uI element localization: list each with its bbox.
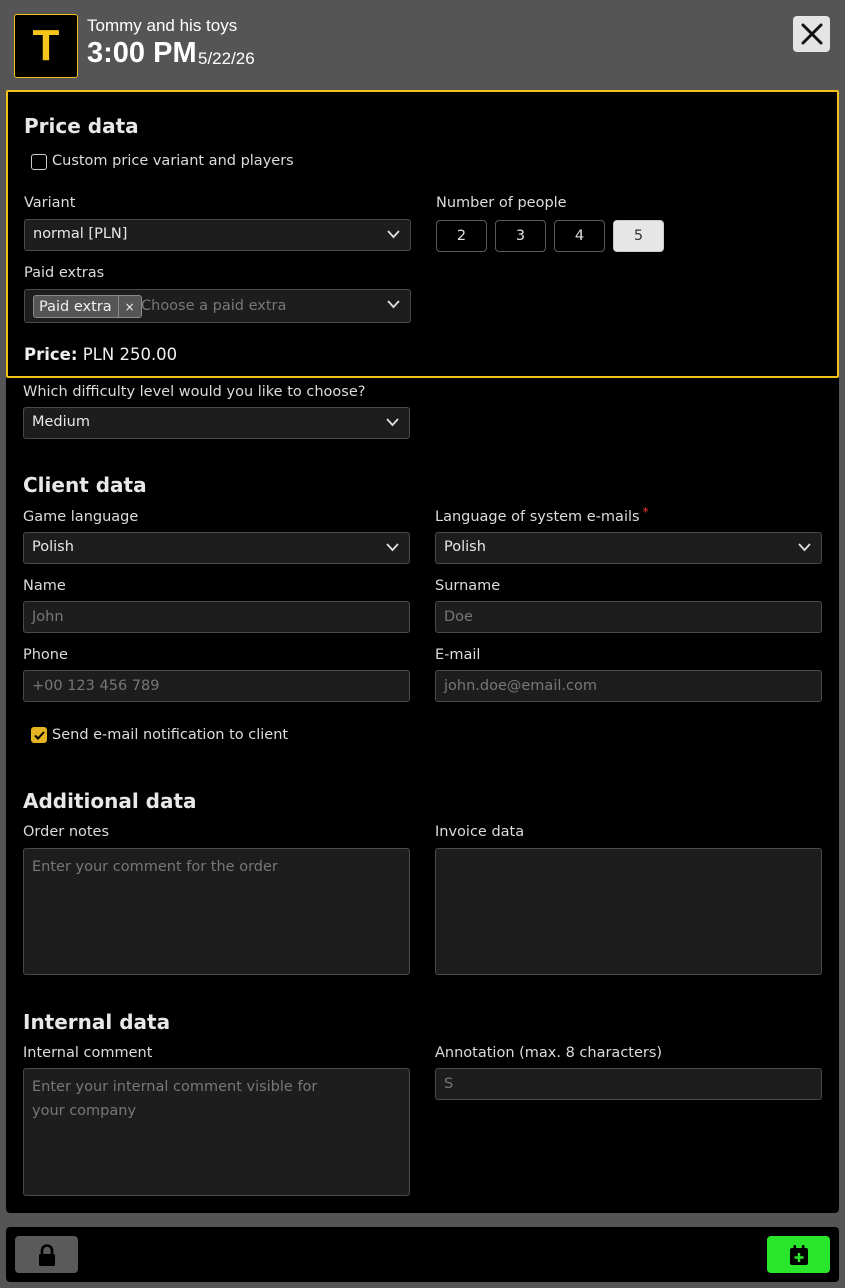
name-input[interactable] xyxy=(23,601,410,633)
variant-label: Variant xyxy=(24,195,76,211)
close-button[interactable] xyxy=(793,16,830,52)
people-option-4[interactable]: 4 xyxy=(554,220,605,252)
chevron-down-icon xyxy=(387,300,400,309)
name-placeholder: John xyxy=(32,609,64,625)
game-language-select[interactable] xyxy=(23,532,410,564)
add-booking-button[interactable] xyxy=(767,1236,830,1273)
people-option-3[interactable]: 3 xyxy=(495,220,546,252)
price-data-section xyxy=(6,90,839,378)
phone-label: Phone xyxy=(23,647,68,663)
people-option-5[interactable]: 5 xyxy=(613,220,664,252)
paid-extra-chip xyxy=(33,295,142,318)
people-label: Number of people xyxy=(436,195,567,211)
order-notes-placeholder: Enter your comment for the order xyxy=(32,859,278,875)
email-language-label xyxy=(435,505,649,525)
game-language-value: Polish xyxy=(32,539,74,555)
chevron-down-icon xyxy=(386,418,399,427)
modal-footer xyxy=(6,1227,839,1282)
variant-value: normal [PLN] xyxy=(33,226,128,242)
notify-client-label: Send e-mail notification to client xyxy=(52,727,289,743)
game-language-label: Game language xyxy=(23,509,139,525)
modal-header xyxy=(0,0,845,92)
invoice-data-label: Invoice data xyxy=(435,824,525,840)
additional-data-title: Additional data xyxy=(23,789,197,813)
surname-label: Surname xyxy=(435,578,501,594)
phone-placeholder: +00 123 456 789 xyxy=(32,678,160,694)
email-language-value: Polish xyxy=(444,539,486,555)
paid-extra-chip-label: Paid extra xyxy=(39,298,112,315)
email-label: E-mail xyxy=(435,647,481,663)
internal-data-title: Internal data xyxy=(23,1010,171,1034)
checkmark-icon xyxy=(34,731,45,740)
email-language-label-text: Language of system e-mails xyxy=(435,509,640,525)
close-icon xyxy=(801,23,823,45)
price-total xyxy=(24,345,177,364)
email-placeholder: john.doe@email.com xyxy=(444,678,597,694)
lock-button[interactable] xyxy=(15,1236,78,1273)
difficulty-value: Medium xyxy=(32,414,90,430)
price-value: PLN 250.00 xyxy=(82,345,178,364)
people-option-2[interactable]: 2 xyxy=(436,220,487,252)
surname-input[interactable] xyxy=(435,601,822,633)
booking-form xyxy=(6,90,839,1213)
internal-comment-placeholder: Enter your internal comment visible for your company xyxy=(32,1079,318,1119)
email-input[interactable] xyxy=(435,670,822,702)
company-name: Tommy and his toys xyxy=(87,16,238,35)
order-notes-textarea[interactable] xyxy=(23,848,410,975)
required-marker: * xyxy=(642,505,649,519)
difficulty-select[interactable] xyxy=(23,407,410,439)
booking-time: 3:00 PM xyxy=(87,37,197,69)
paid-extras-label: Paid extras xyxy=(24,265,105,281)
calendar-plus-icon xyxy=(789,1244,809,1266)
phone-input[interactable] xyxy=(23,670,410,702)
internal-comment-textarea[interactable] xyxy=(23,1068,410,1196)
invoice-data-textarea[interactable] xyxy=(435,848,822,975)
price-data-title: Price data xyxy=(24,114,139,138)
difficulty-label: Which difficulty level would you like to choose? xyxy=(23,384,366,400)
logo-letter: T xyxy=(32,21,60,70)
chevron-down-icon xyxy=(387,230,400,239)
annotation-label: Annotation (max. 8 characters) xyxy=(435,1045,663,1061)
custom-price-checkbox[interactable] xyxy=(31,154,47,170)
notify-client-checkbox[interactable] xyxy=(31,727,47,743)
variant-select[interactable] xyxy=(24,219,411,251)
chevron-down-icon xyxy=(798,543,811,552)
remove-paid-extra-button[interactable]: × xyxy=(118,296,141,317)
order-notes-label: Order notes xyxy=(23,824,110,840)
name-label: Name xyxy=(23,578,66,594)
company-logo xyxy=(14,14,78,78)
paid-extras-placeholder: Choose a paid extra xyxy=(141,298,287,314)
surname-placeholder: Doe xyxy=(444,609,473,625)
client-data-title: Client data xyxy=(23,473,147,497)
annotation-input[interactable] xyxy=(435,1068,822,1100)
paid-extras-select[interactable] xyxy=(24,289,411,323)
chevron-down-icon xyxy=(386,543,399,552)
price-label: Price: xyxy=(24,345,78,364)
email-language-select[interactable] xyxy=(435,532,822,564)
internal-comment-label: Internal comment xyxy=(23,1045,153,1061)
custom-price-label: Custom price variant and players xyxy=(52,153,294,169)
booking-date: 5/22/26 xyxy=(198,49,255,68)
lock-icon xyxy=(38,1244,56,1266)
annotation-placeholder: S xyxy=(444,1076,454,1092)
